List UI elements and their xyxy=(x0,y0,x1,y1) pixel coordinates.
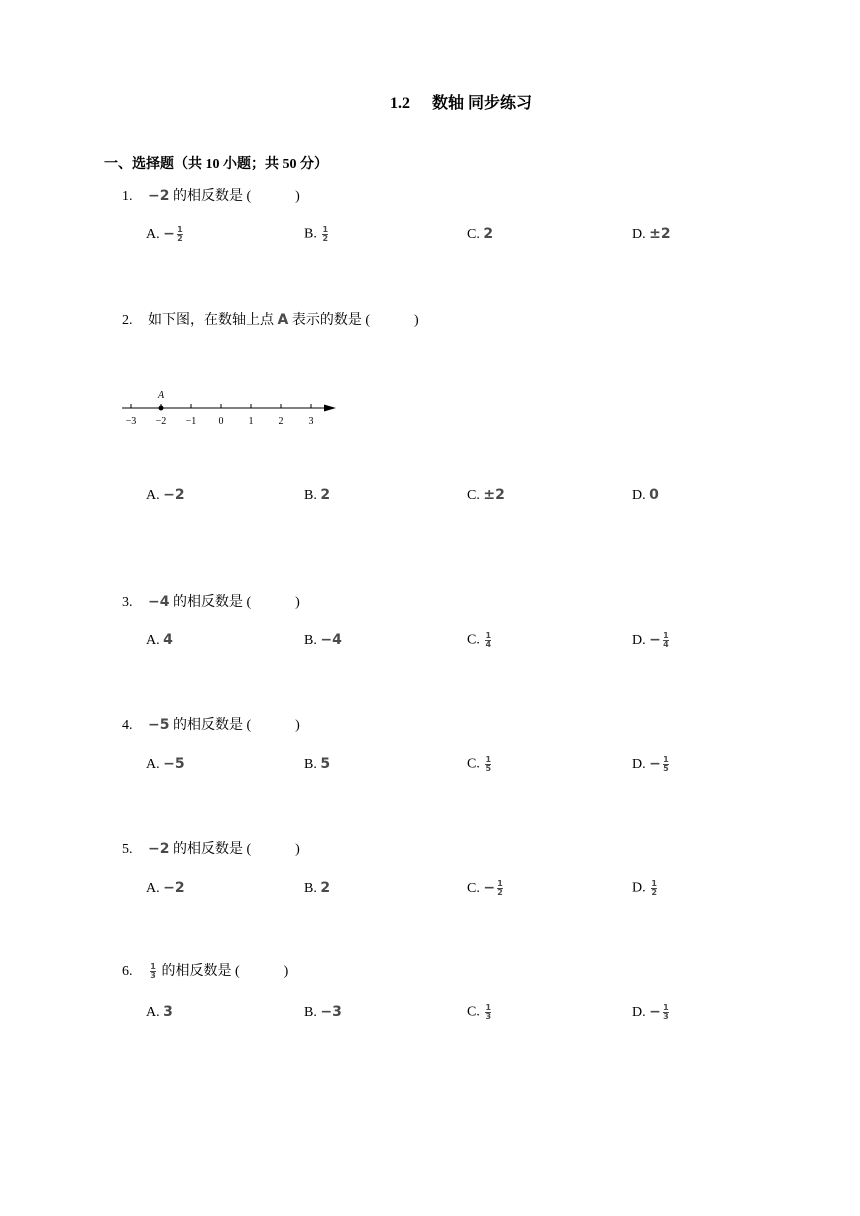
stem-expression: −2 xyxy=(148,188,170,204)
option-letter: A. xyxy=(146,633,160,648)
option-letter: C. xyxy=(467,488,480,503)
axis-tick-label: 2 xyxy=(278,416,284,427)
question-3 xyxy=(122,591,300,611)
option-value: 2 xyxy=(320,880,331,896)
stem-close: ) xyxy=(283,964,289,979)
option-value: 4 xyxy=(163,632,173,648)
option-letter: D. xyxy=(632,880,646,896)
stem-fraction: $\frac{1}{3}$ xyxy=(150,962,156,981)
option-1d[interactable] xyxy=(632,226,671,243)
option-value: 5 xyxy=(320,756,331,772)
stem-close: ) xyxy=(295,842,300,857)
option-fraction: $\frac{1}{3}$ xyxy=(663,1003,669,1022)
option-letter: D. xyxy=(632,227,646,242)
option-fraction: $\frac{1}{3}$ xyxy=(485,1003,492,1021)
option-letter: A. xyxy=(146,1005,160,1020)
option-fraction: $\frac{1}{2}$ xyxy=(177,225,183,244)
option-value: −2 xyxy=(163,880,185,896)
option-letter: A. xyxy=(146,881,160,896)
option-value: 0 xyxy=(649,487,659,503)
option-sign: − xyxy=(649,632,661,648)
option-letter: C. xyxy=(467,881,480,896)
option-value: 2 xyxy=(483,226,494,242)
stem-close: ) xyxy=(295,718,300,733)
axis-tick-label: 3 xyxy=(308,416,314,427)
option-letter: C. xyxy=(467,756,480,772)
option-value: −2 xyxy=(163,487,185,503)
option-letter: B. xyxy=(304,881,317,896)
option-2a[interactable] xyxy=(146,487,185,504)
option-5a[interactable] xyxy=(146,880,185,897)
option-5d[interactable] xyxy=(632,880,659,897)
option-fraction: $\frac{1}{4}$ xyxy=(485,631,492,649)
stem-text: 表示的数是 ( xyxy=(288,313,371,328)
axis-tick-label: −2 xyxy=(155,416,167,427)
option-letter: C. xyxy=(467,632,480,648)
option-letter: A. xyxy=(146,757,160,772)
stem-close: ) xyxy=(295,595,300,610)
point-a-marker xyxy=(159,406,164,411)
stem-close: ) xyxy=(414,313,419,328)
stem-text: 的相反数是 ( xyxy=(169,595,252,610)
option-5c[interactable] xyxy=(467,880,505,897)
stem-text: 的相反数是 ( xyxy=(158,964,240,979)
option-letter: B. xyxy=(304,226,317,242)
option-6c[interactable] xyxy=(467,1004,493,1021)
option-value: 2 xyxy=(320,487,331,503)
option-3b[interactable] xyxy=(304,632,342,649)
option-fraction: $\frac{1}{2}$ xyxy=(497,879,503,898)
option-3d[interactable] xyxy=(632,632,671,649)
option-letter: B. xyxy=(304,633,317,648)
option-fraction: $\frac{1}{2}$ xyxy=(322,225,329,243)
option-fraction: $\frac{1}{4}$ xyxy=(663,631,669,650)
option-2d[interactable] xyxy=(632,487,659,504)
question-1 xyxy=(122,185,300,205)
axis-tick-label: −1 xyxy=(185,416,197,427)
question-2 xyxy=(122,309,419,329)
question-number: 4. xyxy=(122,718,133,733)
option-value: 3 xyxy=(163,1004,173,1020)
question-number: 1. xyxy=(122,189,133,204)
axis-tick-label: 0 xyxy=(218,416,224,427)
option-4a[interactable] xyxy=(146,756,185,773)
axis-tick-label: 1 xyxy=(248,416,254,427)
point-label: A xyxy=(158,390,165,401)
option-letter: D. xyxy=(632,488,646,503)
stem-text: 的相反数是 ( xyxy=(169,189,252,204)
option-letter: C. xyxy=(467,227,480,242)
option-sign: − xyxy=(163,226,175,242)
section-heading: 一、选择题（共 10 小题；共 50 分） xyxy=(104,157,328,172)
question-number: 5. xyxy=(122,842,133,857)
question-4 xyxy=(122,714,300,734)
option-value: −4 xyxy=(320,632,342,648)
page-title xyxy=(0,90,860,113)
question-5 xyxy=(122,838,300,858)
option-3a[interactable] xyxy=(146,632,173,649)
option-value: ±2 xyxy=(483,487,505,503)
option-sign: − xyxy=(649,1004,661,1020)
stem-text: 的相反数是 ( xyxy=(169,718,252,733)
stem-expression: −4 xyxy=(148,594,170,610)
option-1c[interactable] xyxy=(467,226,493,243)
question-6 xyxy=(122,960,288,980)
option-letter: D. xyxy=(632,757,646,772)
option-letter: B. xyxy=(304,757,317,772)
stem-expression: A xyxy=(277,312,289,328)
question-number: 6. xyxy=(122,964,133,979)
option-3c[interactable] xyxy=(467,632,493,649)
option-letter: A. xyxy=(146,227,160,242)
option-sign: − xyxy=(649,756,661,772)
title-number: 1.2 xyxy=(389,95,410,112)
option-value: ±2 xyxy=(649,226,671,242)
option-letter: B. xyxy=(304,488,317,503)
option-2b[interactable] xyxy=(304,487,330,504)
option-4d[interactable] xyxy=(632,756,671,773)
option-1b[interactable] xyxy=(304,226,330,243)
option-sign: − xyxy=(483,880,496,896)
axis-tick-label: −3 xyxy=(125,416,137,427)
option-letter: D. xyxy=(632,633,646,648)
number-line-figure xyxy=(118,384,348,434)
option-6d[interactable] xyxy=(632,1004,671,1021)
option-fraction: $\frac{1}{5}$ xyxy=(485,755,492,773)
option-4b[interactable] xyxy=(304,756,330,773)
option-letter: B. xyxy=(304,1005,317,1020)
option-2c[interactable] xyxy=(467,487,505,504)
stem-text: 的相反数是 ( xyxy=(169,842,252,857)
option-letter: C. xyxy=(467,1004,480,1020)
stem-expression: −2 xyxy=(148,841,170,857)
option-6b[interactable] xyxy=(304,1004,342,1021)
option-5b[interactable] xyxy=(304,880,330,897)
option-4c[interactable] xyxy=(467,756,493,773)
option-value: −3 xyxy=(320,1004,342,1020)
stem-close: ) xyxy=(295,189,300,204)
title-text: 数轴 同步练习 xyxy=(431,95,532,112)
stem-expression: −5 xyxy=(148,717,170,733)
option-letter: D. xyxy=(632,1005,646,1020)
stem-pre: 如下图，在数轴上点 xyxy=(148,313,278,328)
option-letter: A. xyxy=(146,488,160,503)
question-number: 2. xyxy=(122,313,133,328)
question-number: 3. xyxy=(122,595,133,610)
option-6a[interactable] xyxy=(146,1004,173,1021)
option-value: −5 xyxy=(163,756,185,772)
axis-arrow xyxy=(324,405,336,412)
option-fraction: $\frac{1}{2}$ xyxy=(651,879,657,897)
option-fraction: $\frac{1}{5}$ xyxy=(663,755,669,774)
option-1a[interactable] xyxy=(146,226,185,243)
